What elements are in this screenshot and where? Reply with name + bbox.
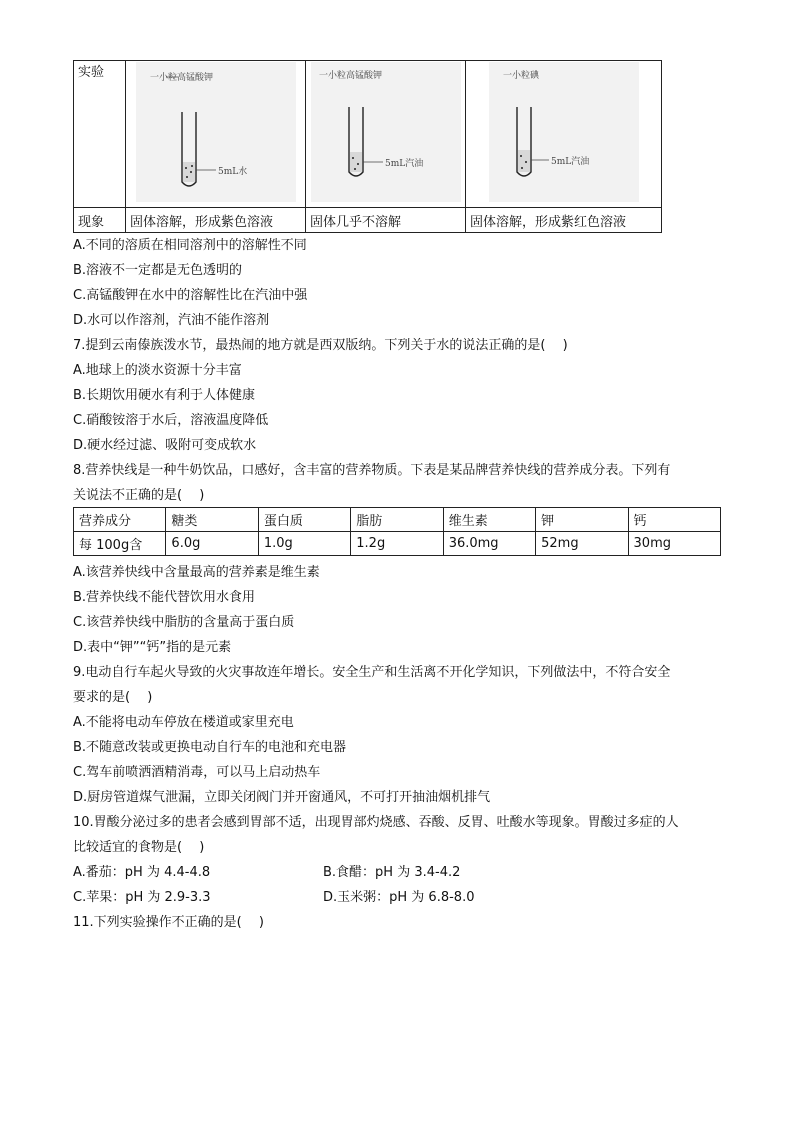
q9-option-c: C.驾车前喷洒酒精消毒，可以马上启动热车 [73, 765, 321, 780]
image-label-top: 一小粒碘 [502, 71, 539, 81]
q10-option-b: B.食醋：pH 为 3.4-4.2 [323, 865, 461, 880]
test-tube-potassium-permanganate-water-image [136, 62, 296, 202]
row-label-experiment: 实验 [74, 61, 126, 208]
image-label-side: 5mL水 [217, 167, 247, 177]
q7-stem: 7.提到云南傣族泼水节，最热闹的地方就是西双版纳。下列关于水的说法正确的是( ) [73, 338, 568, 353]
table-cell: 1.0g [258, 532, 350, 556]
nutrition-table-header-row [74, 508, 721, 532]
test-tube-iodine-gasoline-image [489, 62, 639, 202]
q10-option-c: C.苹果：pH 为 2.9-3.3 [73, 890, 211, 905]
image-label-side: 5mL汽油 [384, 159, 423, 169]
image-label-side: 5mL汽油 [550, 157, 589, 167]
q6-option-d: D.水可以作溶剂，汽油不能作溶剂 [73, 313, 270, 328]
table-cell: 52mg [536, 532, 628, 556]
table-cell: 糖类 [166, 508, 258, 532]
image-label-top: 一小粒高锰酸钾 [149, 73, 213, 83]
q8-stem-line1: 8.营养快线是一种牛奶饮品，口感好，含丰富的营养物质。下表是某品牌营养快线的营养成分表。下列有 [73, 463, 671, 478]
table-cell: 营养成分 [74, 508, 166, 532]
q11-stem: 11.下列实验操作不正确的是( ) [73, 915, 264, 930]
q10-stem-line2: 比较适宜的食物是( ) [73, 840, 205, 855]
q9-stem-line1: 9.电动自行车起火导致的火灾事故连年增长。安全生产和生活离不开化学知识，下列做法中，不符合安全 [73, 665, 671, 680]
q9-option-b: B.不随意改装或更换电动自行车的电池和充电器 [73, 740, 347, 755]
phenomenon-cell: 固体几乎不溶解 [306, 208, 466, 233]
q7-option-d: D.硬水经过滤、吸附可变成软水 [73, 438, 257, 453]
nutrition-table-data-row [74, 532, 721, 556]
q9-stem-line2: 要求的是( ) [73, 690, 153, 705]
phenomenon-cell: 固体溶解，形成紫色溶液 [126, 208, 306, 233]
table-cell: 钙 [628, 508, 720, 532]
q8-option-d: D.表中“钾”“钙”指的是元素 [73, 640, 232, 655]
q10-stem-line1: 10.胃酸分泌过多的患者会感到胃部不适，出现胃部灼烧感、吞酸、反胃、吐酸水等现象。胃酸过多症的人 [73, 815, 679, 830]
table-cell: 脂肪 [351, 508, 443, 532]
nutrition-table [73, 507, 721, 556]
q10-option-d: D.玉米粥：pH 为 6.8-8.0 [323, 890, 475, 905]
q8-option-b: B.营养快线不能代替饮用水食用 [73, 590, 256, 605]
table-cell: 维生素 [443, 508, 535, 532]
q6-option-a: A.不同的溶质在相同溶剂中的溶解性不同 [73, 238, 307, 253]
q8-option-a: A.该营养快线中含量最高的营养素是维生素 [73, 565, 320, 580]
table-cell: 每 100g含 [74, 532, 166, 556]
q10-option-a: A.番茄：pH 为 4.4-4.8 [73, 865, 211, 880]
q8-option-c: C.该营养快线中脂肪的含量高于蛋白质 [73, 615, 295, 630]
image-label-top: 一小粒高锰酸钾 [318, 71, 382, 81]
q9-option-a: A.不能将电动车停放在楼道或家里充电 [73, 715, 294, 730]
q7-option-b: B.长期饮用硬水有利于人体健康 [73, 388, 256, 403]
q8-stem-line2: 关说法不正确的是( ) [73, 488, 205, 503]
table-cell: 钾 [536, 508, 628, 532]
table-cell: 36.0mg [443, 532, 535, 556]
q7-option-a: A.地球上的淡水资源十分丰富 [73, 363, 242, 378]
table-cell: 蛋白质 [258, 508, 350, 532]
table-cell: 30mg [628, 532, 720, 556]
q7-option-c: C.硝酸铵溶于水后，溶液温度降低 [73, 413, 269, 428]
phenomenon-cell: 固体溶解，形成紫红色溶液 [466, 208, 662, 233]
experiment-table [73, 60, 662, 233]
q6-option-c: C.高锰酸钾在水中的溶解性比在汽油中强 [73, 288, 308, 303]
q9-option-d: D.厨房管道煤气泄漏，立即关闭阀门并开窗通风，不可打开抽油烟机排气 [73, 790, 491, 805]
test-tube-potassium-permanganate-gasoline-image [311, 62, 461, 202]
table-cell: 1.2g [351, 532, 443, 556]
q6-option-b: B.溶液不一定都是无色透明的 [73, 263, 243, 278]
table-cell: 6.0g [166, 532, 258, 556]
row-label-phenomenon: 现象 [74, 208, 126, 233]
